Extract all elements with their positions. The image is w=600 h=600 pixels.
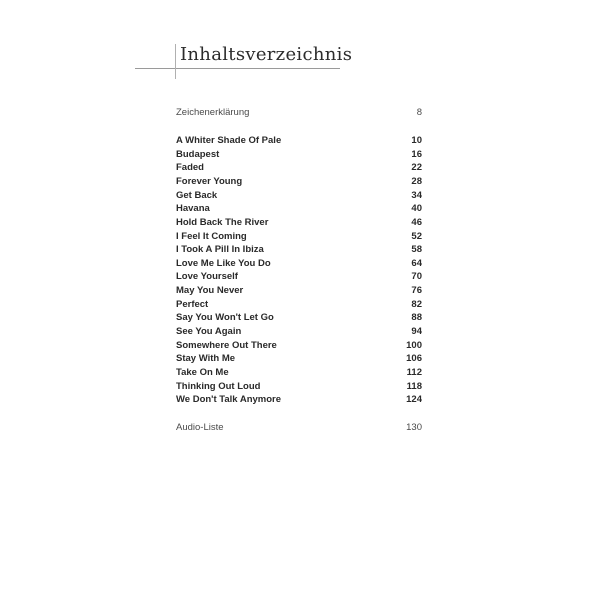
toc-entry-song	[176, 325, 422, 339]
toc-entry-page: 88	[411, 312, 422, 323]
toc-entry-page: 8	[416, 107, 422, 118]
toc-entry-song	[176, 202, 422, 216]
toc-entry-label: Perfect	[176, 299, 209, 310]
toc-entry-song	[176, 189, 422, 203]
toc-entry-song	[176, 175, 422, 189]
toc-entry-label: See You Again	[176, 326, 242, 337]
toc-entry-song	[176, 284, 422, 298]
toc-entry-page: 34	[411, 190, 422, 201]
toc-entry-song	[176, 230, 422, 244]
toc-entry-song	[176, 366, 422, 380]
toc-entry-song	[176, 298, 422, 312]
toc-entry-song	[176, 270, 422, 284]
toc-entry-label: Havana	[176, 203, 210, 214]
toc-entry-label: Forever Young	[176, 176, 243, 187]
title-rule-horizontal	[135, 68, 340, 69]
toc-entry-page: 70	[411, 271, 422, 282]
toc-entry-page: 58	[411, 244, 422, 255]
toc-entry-label: We Don't Talk Anymore	[176, 394, 282, 405]
toc-entry-label: May You Never	[176, 285, 244, 296]
toc-entry-label: Faded	[176, 162, 204, 173]
toc-entry-page: 46	[411, 217, 422, 228]
toc-entry-audio-list	[176, 421, 422, 435]
toc-entry-page: 118	[406, 381, 422, 392]
toc-entry-page: 40	[411, 203, 422, 214]
toc-entry-label: Budapest	[176, 149, 220, 160]
toc-entry-label: Audio-Liste	[176, 422, 224, 433]
toc-entry-page: 106	[406, 353, 422, 364]
toc-entry-page: 16	[411, 149, 422, 160]
toc-entry-page: 100	[406, 340, 422, 351]
toc-entry-page: 124	[406, 394, 422, 405]
toc-entry-label: A Whiter Shade Of Pale	[176, 135, 282, 146]
toc-entry-label: I Feel It Coming	[176, 231, 247, 242]
toc-entry-label: Love Yourself	[176, 271, 238, 282]
title-rule-vertical	[175, 44, 176, 79]
toc-entry-label: Somewhere Out There	[176, 340, 277, 351]
toc-entry-page: 112	[406, 367, 422, 378]
toc-entry-song	[176, 393, 422, 407]
toc-entry-page: 82	[411, 299, 422, 310]
page-title: Inhaltsverzeichnis	[180, 44, 353, 65]
toc-entry-page: 76	[411, 285, 422, 296]
toc-entry-label: Love Me Like You Do	[176, 258, 271, 269]
toc-entry-page: 52	[411, 231, 422, 242]
toc-entry-song	[176, 311, 422, 325]
toc-entry-page: 64	[411, 258, 422, 269]
toc-entry-song	[176, 380, 422, 394]
toc-entry-page: 130	[406, 422, 422, 433]
toc-entry-label: Say You Won't Let Go	[176, 312, 274, 323]
toc-entry-label: Stay With Me	[176, 353, 236, 364]
toc-entry-label: Zeichenerklärung	[176, 107, 250, 118]
toc-entry-label: Thinking Out Loud	[176, 381, 261, 392]
toc-entry-song	[176, 352, 422, 366]
toc-entry-label: I Took A Pill In Ibiza	[176, 244, 264, 255]
toc-entry-label: Take On Me	[176, 367, 229, 378]
toc-entry-page: 94	[411, 326, 422, 337]
toc-entry-legend	[176, 106, 422, 120]
toc-entry-song	[176, 161, 422, 175]
toc-entry-song	[176, 257, 422, 271]
toc-entry-song	[176, 339, 422, 353]
toc-entry-song	[176, 134, 422, 148]
toc-entry-page: 28	[411, 176, 422, 187]
toc-entry-song	[176, 148, 422, 162]
toc-entry-page: 10	[411, 135, 422, 146]
toc-entry-label: Get Back	[176, 190, 218, 201]
toc-entry-page: 22	[411, 162, 422, 173]
toc-entry-label: Hold Back The River	[176, 217, 269, 228]
toc-entry-song	[176, 216, 422, 230]
toc-entry-song	[176, 243, 422, 257]
